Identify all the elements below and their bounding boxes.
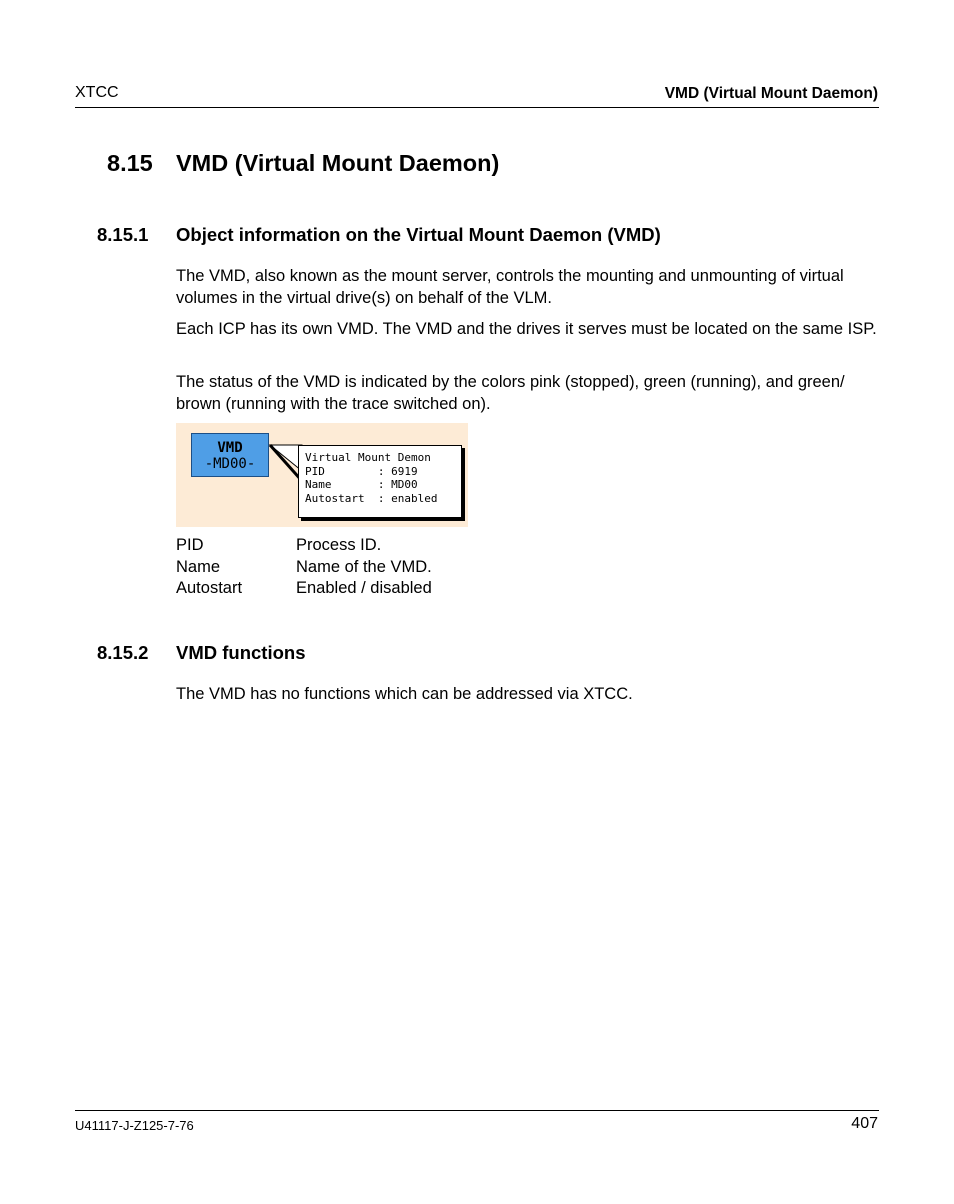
footer-rule [75,1110,879,1111]
vmd-node-name: -MD00- [204,456,256,472]
tooltip-line: Name : MD00 [305,478,418,491]
paragraph-4: The VMD has no functions which can be addressed via XTCC. [176,685,633,703]
definition-list [176,535,432,600]
definition-desc: Process ID. [296,536,382,554]
subsection-heading-2 [97,642,306,664]
paragraph-1: The VMD, also known as the mount server, controls the mounting and unmounting of virtual volumes in the virtual drive(s) on behalf of the VLM. [176,267,844,307]
definition-row [176,557,432,579]
footer-doc-id: U41117-J-Z125-7-76 [75,1118,194,1133]
header-rule [75,107,879,108]
vmd-figure [176,423,468,527]
definition-desc: Enabled / disabled [296,579,432,597]
paragraph-3: The status of the VMD is indicated by the colors pink (stopped), green (running), and green/ brown (running with the trace switched on). [176,373,845,413]
vmd-node-title: VMD [217,440,243,456]
paragraph-2: Each ICP has its own VMD. The VMD and the drives it serves must be located on the same ISP. [176,320,877,338]
section-heading [107,150,499,177]
definition-term: Name [176,557,221,576]
header-left: XTCC [75,84,119,101]
tooltip-line: Virtual Mount Demon [305,451,431,464]
tooltip-line: PID : 6919 [305,464,418,478]
subsection-number-2: 8.15.2 [97,642,149,663]
subsection-heading-1 [97,224,661,246]
vmd-tooltip [298,445,462,518]
definition-row [176,535,432,557]
section-title: VMD (Virtual Mount Daemon) [176,150,500,176]
vmd-node[interactable] [191,433,269,477]
subsection-title-1: Object information on the Virtual Mount Daemon (VMD) [176,224,661,245]
definition-desc: Name of the VMD. [296,557,432,576]
definition-term: Autostart [176,579,243,597]
definition-term: PID [176,536,204,554]
header-right: VMD (Virtual Mount Daemon) [664,85,878,102]
page-number: 407 [851,1115,878,1132]
section-number: 8.15 [107,150,153,176]
tooltip-line: Autostart : enabled [305,491,438,505]
definition-row [176,578,432,600]
subsection-title-2: VMD functions [176,642,306,663]
subsection-number-1: 8.15.1 [97,224,149,245]
